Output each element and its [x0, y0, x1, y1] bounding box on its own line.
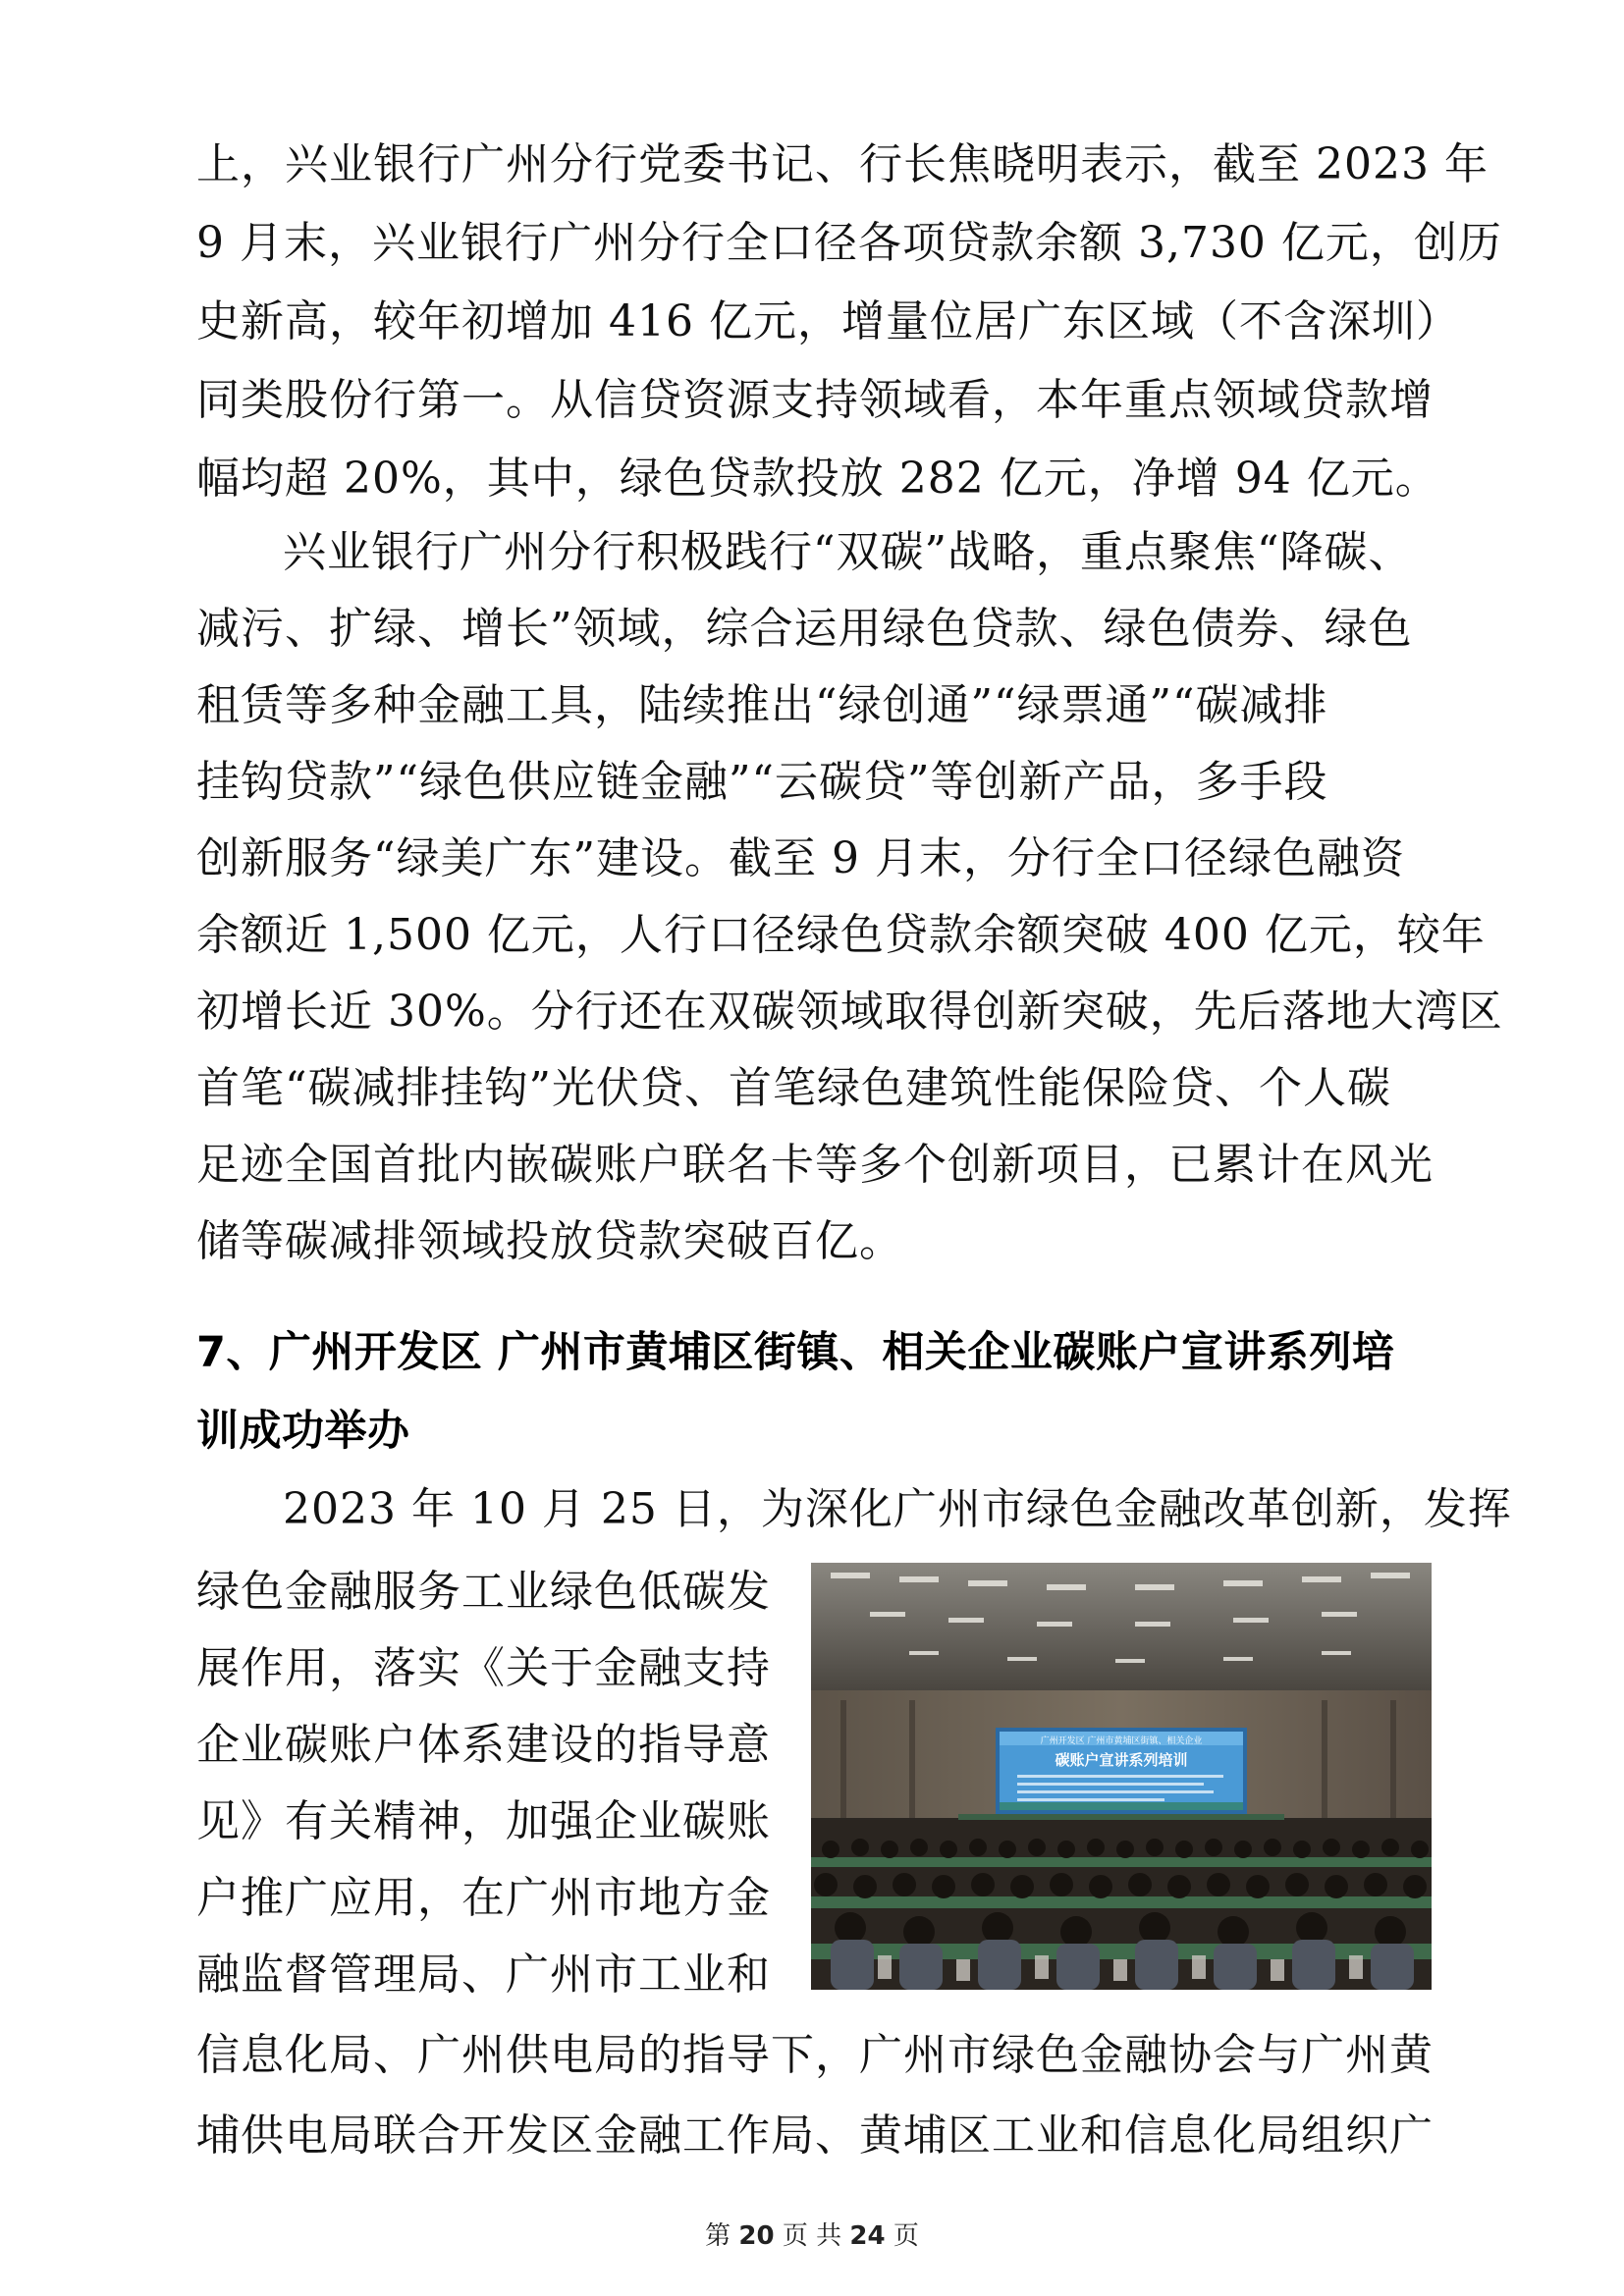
screen-subtitle: 广州开发区 广州市黄埔区街镇、相关企业: [1040, 1736, 1203, 1746]
text-line: 上，兴业银行广州分行党委书记、行长焦晓明表示，截至 2023 年: [196, 139, 1489, 189]
total-pages: 24: [849, 2221, 886, 2251]
text-line: 见》有关精神，加强企业碳账: [196, 1796, 771, 1846]
heading-line: 训成功举办: [196, 1407, 410, 1456]
text-line: 9 月末，兴业银行广州分行全口径各项贷款余额 3,730 亿元，创历: [196, 218, 1502, 268]
text-line: 埔供电局联合开发区金融工作局、黄埔区工业和信息化局组织广: [196, 2110, 1434, 2161]
footer-suffix: 页: [893, 2221, 919, 2251]
text-line: 同类股份行第一。从信贷资源支持领域看，本年重点领域贷款增: [196, 375, 1434, 425]
text-line: 户推广应用，在广州市地方金: [196, 1873, 771, 1923]
text-line: 绿色金融服务工业绿色低碳发: [196, 1567, 771, 1617]
text-line: 兴业银行广州分行积极践行“双碳”战略，重点聚焦“降碳、: [283, 527, 1413, 577]
text-line: 初增长近 30%。分行还在双碳领域取得创新突破，先后落地大湾区: [196, 987, 1503, 1037]
heading-line: 7、广州开发区 广州市黄埔区街镇、相关企业碳账户宣讲系列培: [196, 1328, 1395, 1377]
footer-middle: 页 共: [782, 2221, 842, 2251]
text-line: 企业碳账户体系建设的指导意: [196, 1720, 771, 1770]
conference-photo: [811, 1563, 1432, 1990]
text-line: 租赁等多种金融工具，陆续推出“绿创通”“绿票通”“碳减排: [196, 680, 1328, 730]
text-line: 史新高，较年初增加 416 亿元，增量位居广东区域（不含深圳）: [196, 296, 1460, 347]
screen-title: 碳账户宣讲系列培训: [1055, 1751, 1188, 1769]
text-line: 信息化局、广州供电局的指导下，广州市绿色金融协会与广州黄: [196, 2030, 1434, 2080]
text-line: 储等碳减排领域投放贷款突破百亿。: [196, 1216, 903, 1266]
text-line: 创新服务“绿美广东”建设。截至 9 月末，分行全口径绿色融资: [196, 833, 1405, 883]
page-number: 20: [738, 2221, 775, 2251]
footer-prefix: 第: [705, 2221, 731, 2251]
page-footer: [0, 2220, 1624, 2252]
text-line: 融监督管理局、广州市工业和: [196, 1949, 771, 2000]
text-line: 首笔“碳减排挂钩”光伏贷、首笔绿色建筑性能保险贷、个人碳: [196, 1063, 1391, 1113]
text-line: 展作用，落实《关于金融支持: [196, 1643, 771, 1693]
text-line: 2023 年 10 月 25 日，为深化广州市绿色金融改革创新，发挥: [283, 1484, 1512, 1534]
text-line: 足迹全国首批内嵌碳账户联名卡等多个创新项目，已累计在风光: [196, 1140, 1434, 1190]
text-line: 减污、扩绿、增长”领域，综合运用绿色贷款、绿色债券、绿色: [196, 604, 1413, 654]
text-line: 余额近 1,500 亿元，人行口径绿色贷款余额突破 400 亿元，较年: [196, 910, 1486, 960]
text-line: 挂钩贷款”“绿色供应链金融”“云碳贷”等创新产品，多手段: [196, 757, 1328, 807]
text-line: 幅均超 20%，其中，绿色贷款投放 282 亿元，净增 94 亿元。: [196, 454, 1439, 504]
